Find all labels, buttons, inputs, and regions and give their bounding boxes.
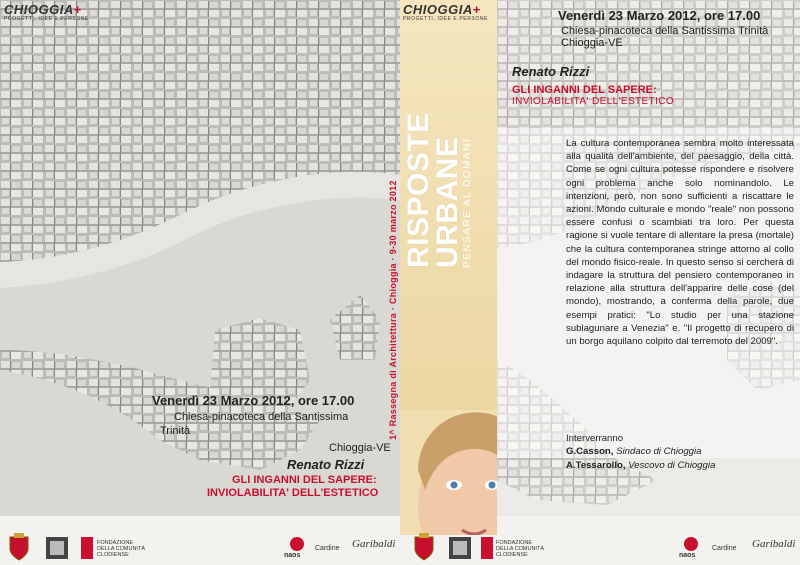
left-venue: Chiesa-pinacoteca della Santissima: [174, 411, 349, 423]
right-author: Renato Rizzi: [512, 64, 590, 79]
chioggia-logo-strip: CHIOGGIA+ PROGETTI, IDEE E PERSONE: [403, 2, 488, 22]
right-date: Venerdì 23 Marzo 2012, ore 17.00: [558, 8, 761, 23]
comune-crest-icon: [8, 533, 30, 561]
comune-crest-icon-2: [413, 533, 435, 561]
fondazione-icon: [80, 535, 94, 561]
heraldic-emblem-icon-2: [447, 535, 473, 561]
left-author: Renato Rizzi: [287, 457, 365, 472]
title-strip: [400, 0, 497, 565]
left-venue-2: Trinità: [160, 425, 191, 437]
garibaldi-logo-left: Garibaldi: [352, 538, 396, 550]
left-event-title: GLI INGANNI DEL SAPERE:: [232, 474, 377, 486]
heraldic-emblem-icon: [44, 535, 70, 561]
speakers-list: Interverranno G.Casson, Sindaco di Chioggia A.Tessarollo, Vescovo di Chioggia: [566, 433, 716, 471]
left-city: Chioggia-VE: [329, 442, 391, 454]
cardine-label-left: Cardine: [315, 545, 340, 552]
naos-label-left: naos: [284, 552, 301, 559]
cardine-label: Cardine: [712, 545, 737, 552]
fondazione-text: FONDAZIONE DELLA COMUNITÀ CLODIENSE: [97, 540, 145, 558]
left-event-subtitle: INVIOLABILITA' DELL'ESTETICO: [207, 487, 379, 499]
garibaldi-logo: Garibaldi: [752, 538, 796, 550]
fondazione-icon-2: [480, 535, 494, 561]
fondazione-text-2: FONDAZIONE DELLA COMUNITÀ CLODIENSE: [496, 540, 544, 558]
event-description: La cultura contemporanea sembra molto interessata alla qualità dell'ambiente, del paesaggio, della città. Come se ogni cultura potesse rispondere e risolvere ogni problema anche solo nominandolo. Le intenzioni, però, non sono sufficienti a riscattare le azioni. Mondo culturale e mondo "reale" non possono essere confusi o scambiati tra loro. Per questa ragione si vuole tentare di allentare la presa (mortale) che la cultura contemporanea stringe attorno al collo del mondo fisico-reale. In questo senso si cercherà di indagare la struttura del pensiero contemporaneo in relazione alla struttura dell'apparire delle cose (del mondo), mostrando, a conferma della parole, due esempi pratici: "Lo studio per una stazione sublagunare a Venezia" e. "Il progetto di recupero di un borgo aquilano colpito dal terremoto del 2009".: [566, 138, 794, 348]
strip-title: RISPOSTE URBANE PENSARE AL DOMANI: [402, 112, 473, 268]
right-venue: Chiesa-pinacoteca della Santissima Trinità Chioggia-VE: [561, 25, 769, 49]
left-date: Venerdì 23 Marzo 2012, ore 17.00: [152, 393, 355, 408]
right-event-title: GLI INGANNI DEL SAPERE: INVIOLABILITA' DELL'ESTETICO: [512, 84, 675, 107]
strip-series-label: 1^ Rassegna di Architettura · Chioggia · 9-30 marzo 2012: [388, 180, 398, 440]
chioggia-logo: CHIOGGIA+ PROGETTI, IDEE E PERSONE: [4, 2, 89, 22]
naos-label: naos: [679, 552, 696, 559]
